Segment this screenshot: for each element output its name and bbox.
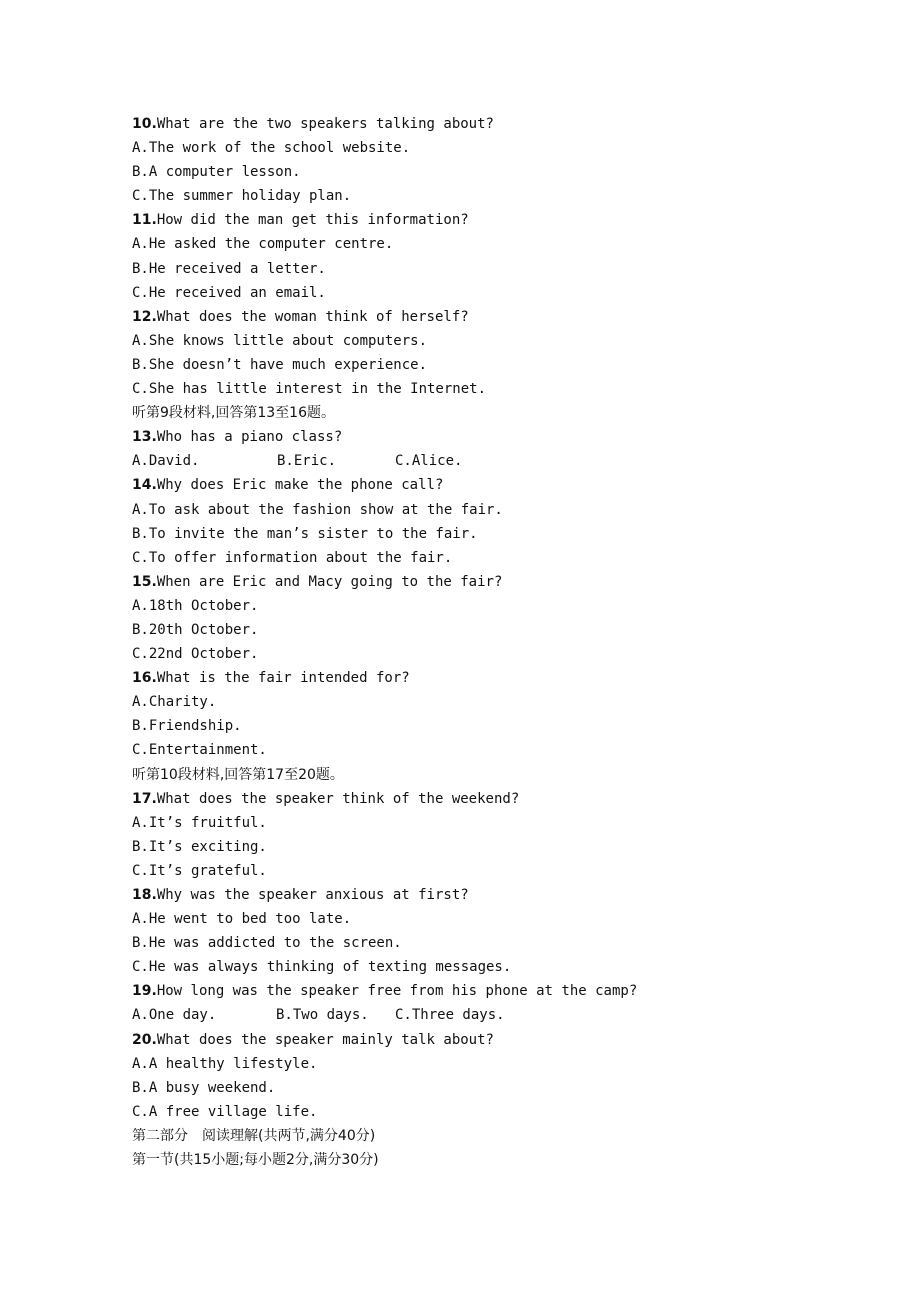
question-12 — [132, 305, 832, 329]
question-number: 12. — [132, 308, 157, 325]
option-c: C.The summer holiday plan. — [132, 188, 352, 205]
option-b: B.To invite the man’s sister to the fair. — [132, 525, 478, 542]
question-18 — [132, 883, 832, 907]
option-b: B.Eric. — [277, 453, 337, 470]
question-11 — [132, 208, 832, 232]
option-b: B.She doesn’t have much experience. — [132, 356, 428, 373]
question-number: 10. — [132, 116, 157, 132]
question-text: Who has a piano class? — [156, 429, 343, 446]
question-20 — [132, 1028, 832, 1052]
question-text: How long was the speaker free from his phone at the camp? — [156, 983, 638, 1000]
option-a: A.He went to bed too late. — [132, 911, 352, 928]
option-a: A.One day. — [132, 1007, 217, 1024]
option-a: A.She knows little about computers. — [132, 332, 428, 349]
question-text: What are the two speakers talking about? — [156, 116, 494, 132]
option-a: A.A healthy lifestyle. — [132, 1055, 318, 1072]
question-number: 15. — [132, 573, 157, 590]
option-b: B.Two days. — [276, 1007, 369, 1024]
option-a: A.It’s fruitful. — [132, 814, 267, 831]
question-number: 18. — [132, 887, 157, 903]
option-c: C.It’s grateful. — [132, 862, 267, 879]
question-number: 14. — [132, 477, 157, 494]
question-number: 16. — [132, 670, 157, 687]
part-two-heading: 第二部分 阅读理解(共两节,满分40分) — [132, 1127, 376, 1144]
section-instruction-9: 听第9段材料,回答第13至16题。 — [132, 405, 335, 422]
option-b: B.A computer lesson. — [132, 164, 301, 181]
option-c: C.Three days. — [395, 1007, 505, 1024]
option-b: B.Friendship. — [132, 718, 242, 735]
option-b: B.He received a letter. — [132, 260, 326, 277]
option-a: A.18th October. — [132, 597, 259, 614]
option-c: C.A free village life. — [132, 1103, 318, 1120]
question-16 — [132, 666, 832, 690]
option-b: B.It’s exciting. — [132, 838, 267, 855]
question-text: What does the speaker think of the weekend? — [156, 790, 520, 807]
question-17 — [132, 787, 832, 811]
part-two-section-one-heading: 第一节(共15小题;每小题2分,满分30分) — [132, 1152, 379, 1169]
option-c: C.To offer information about the fair. — [132, 549, 453, 566]
question-number: 17. — [132, 790, 157, 807]
question-text: What does the woman think of herself? — [156, 308, 469, 325]
question-15 — [132, 570, 832, 594]
exam-page — [132, 112, 832, 1172]
option-b: B.He was addicted to the screen. — [132, 935, 402, 952]
option-a: A.To ask about the fashion show at the fair. — [132, 501, 503, 518]
question-text: How did the man get this information? — [156, 212, 469, 229]
option-c: C.Entertainment. — [132, 742, 267, 759]
options-row — [132, 1003, 832, 1027]
question-14 — [132, 473, 832, 497]
option-a: A.The work of the school website. — [132, 140, 411, 157]
option-c: C.He received an email. — [132, 284, 326, 301]
option-b: B.20th October. — [132, 621, 259, 638]
option-c: C.He was always thinking of texting messages. — [132, 959, 512, 976]
section-instruction-10: 听第10段材料,回答第17至20题。 — [132, 766, 344, 783]
question-text: Why was the speaker anxious at first? — [156, 887, 469, 903]
option-b: B.A busy weekend. — [132, 1079, 276, 1096]
option-a: A.Charity. — [132, 694, 217, 711]
question-text: What is the fair intended for? — [156, 670, 410, 687]
option-c: C.Alice. — [395, 453, 463, 470]
option-a: A.David. — [132, 453, 200, 470]
question-number: 13. — [132, 429, 157, 446]
question-13 — [132, 425, 832, 449]
question-text: What does the speaker mainly talk about? — [156, 1031, 494, 1048]
option-c: C.22nd October. — [132, 646, 259, 663]
question-number: 20. — [132, 1031, 157, 1048]
question-10 — [132, 112, 832, 136]
options-row — [132, 449, 832, 473]
option-a: A.He asked the computer centre. — [132, 236, 394, 253]
question-text: When are Eric and Macy going to the fair? — [156, 573, 503, 590]
question-number: 11. — [132, 212, 157, 229]
question-number: 19. — [132, 983, 157, 1000]
question-text: Why does Eric make the phone call? — [156, 477, 444, 494]
option-c: C.She has little interest in the Internet. — [132, 381, 487, 398]
question-19 — [132, 979, 832, 1003]
